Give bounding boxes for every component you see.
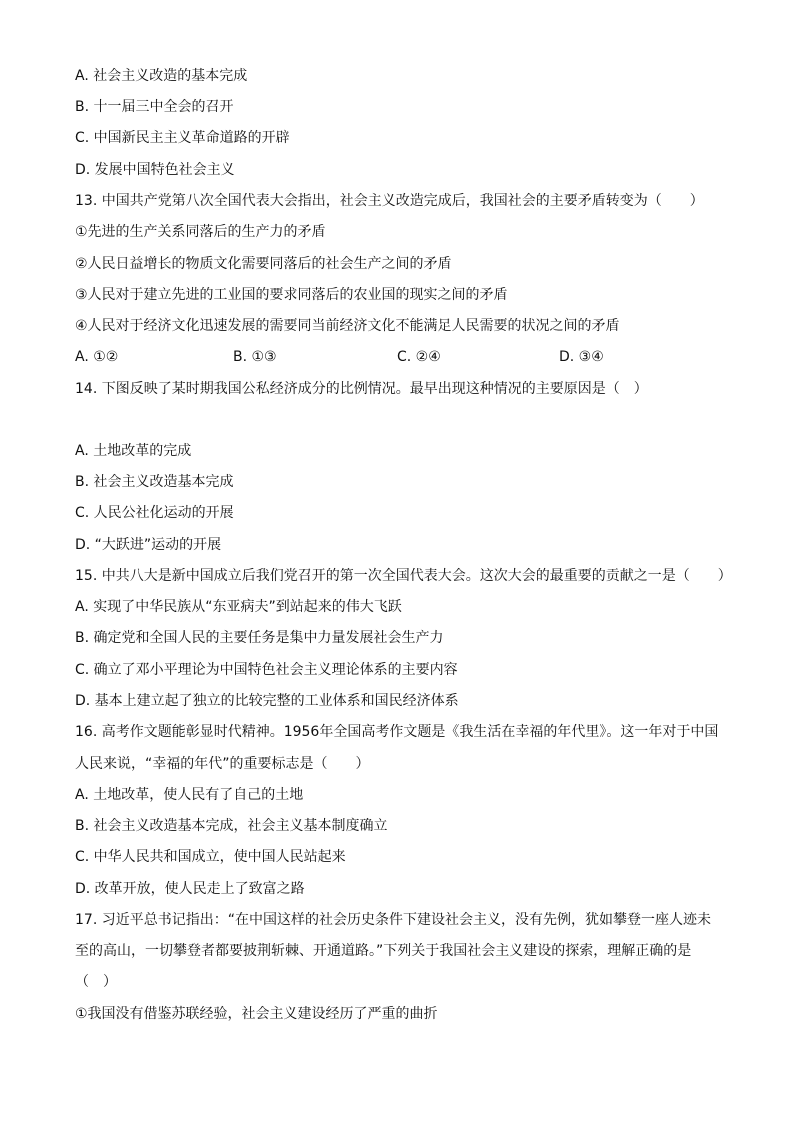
q17-stem-line-3: （ ） xyxy=(75,974,117,990)
q16-option-b: B. 社会主义改造基本完成，社会主义基本制度确立 xyxy=(75,818,388,834)
q13-option-d: D. ③④ xyxy=(559,349,604,365)
q14-stem: 14. 下图反映了某时期我国公私经济成分的比例情况。最早出现这种情况的主要原因是（ ） xyxy=(75,381,648,397)
q14-option-d: D. “大跃进”运动的开展 xyxy=(75,537,222,553)
q15-option-c: C. 确立了邓小平理论为中国特色社会主义理论体系的主要内容 xyxy=(75,662,458,678)
q16-stem-line-2: 人民来说，“幸福的年代”的重要标志是（ ） xyxy=(75,756,370,772)
q16-stem-line-1: 16. 高考作文题能彰显时代精神。1956年全国高考作文题是《我生活在幸福的年代里》。这一年对于中国 xyxy=(75,724,719,740)
q12-option-a: A. 社会主义改造的基本完成 xyxy=(75,68,248,84)
q16-option-c: C. 中华人民共和国成立，使中国人民站起来 xyxy=(75,849,346,865)
q16-option-d: D. 改革开放，使人民走上了致富之路 xyxy=(75,881,305,897)
q16-option-a: A. 土地改革，使人民有了自己的土地 xyxy=(75,787,304,803)
q12-option-c: C. 中国新民主主义革命道路的开辟 xyxy=(75,130,290,146)
q15-option-d: D. 基本上建立起了独立的比较完整的工业体系和国民经济体系 xyxy=(75,693,459,709)
q14-option-a: A. 土地改革的完成 xyxy=(75,443,192,459)
q14-option-b: B. 社会主义改造基本完成 xyxy=(75,474,234,490)
q12-option-d: D. 发展中国特色社会主义 xyxy=(75,162,235,178)
q15-option-b: B. 确定党和全国人民的主要任务是集中力量发展社会生产力 xyxy=(75,630,444,646)
q13-item-3: ③人民对于建立先进的工业国的要求同落后的农业国的现实之间的矛盾 xyxy=(75,287,508,303)
q14-option-c: C. 人民公社化运动的开展 xyxy=(75,505,234,521)
q12-option-b: B. 十一届三中全会的召开 xyxy=(75,99,234,115)
q15-option-a: A. 实现了中华民族从“东亚病夫”到站起来的伟大飞跃 xyxy=(75,599,402,615)
q13-option-b: B. ①③ xyxy=(233,349,277,365)
q17-stem-line-2: 至的高山，一切攀登者都要披荆斩棘、开通道路。”下列关于我国社会主义建设的探索，理解正确的是 xyxy=(75,943,692,959)
q13-item-4: ④人民对于经济文化迅速发展的需要同当前经济文化不能满足人民需要的状况之间的矛盾 xyxy=(75,318,620,334)
q17-item-1: ①我国没有借鉴苏联经验，社会主义建设经历了严重的曲折 xyxy=(75,1006,438,1022)
q17-stem-line-1: 17. 习近平总书记指出：“在中国这样的社会历史条件下建设社会主义，没有先例，犹如攀登一座人迹未 xyxy=(75,912,711,928)
q13-option-a: A. ①② xyxy=(75,349,119,365)
q13-item-1: ①先进的生产关系同落后的生产力的矛盾 xyxy=(75,224,326,240)
q15-stem: 15. 中共八大是新中国成立后我们党召开的第一次全国代表大会。这次大会的最重要的贡献之一是（ ） xyxy=(75,568,732,584)
q13-item-2: ②人民日益增长的物质文化需要同落后的社会生产之间的矛盾 xyxy=(75,256,452,272)
q13-option-c: C. ②④ xyxy=(397,349,441,365)
q13-stem: 13. 中国共产党第八次全国代表大会指出，社会主义改造完成后，我国社会的主要矛盾转变为（ ） xyxy=(75,193,704,209)
